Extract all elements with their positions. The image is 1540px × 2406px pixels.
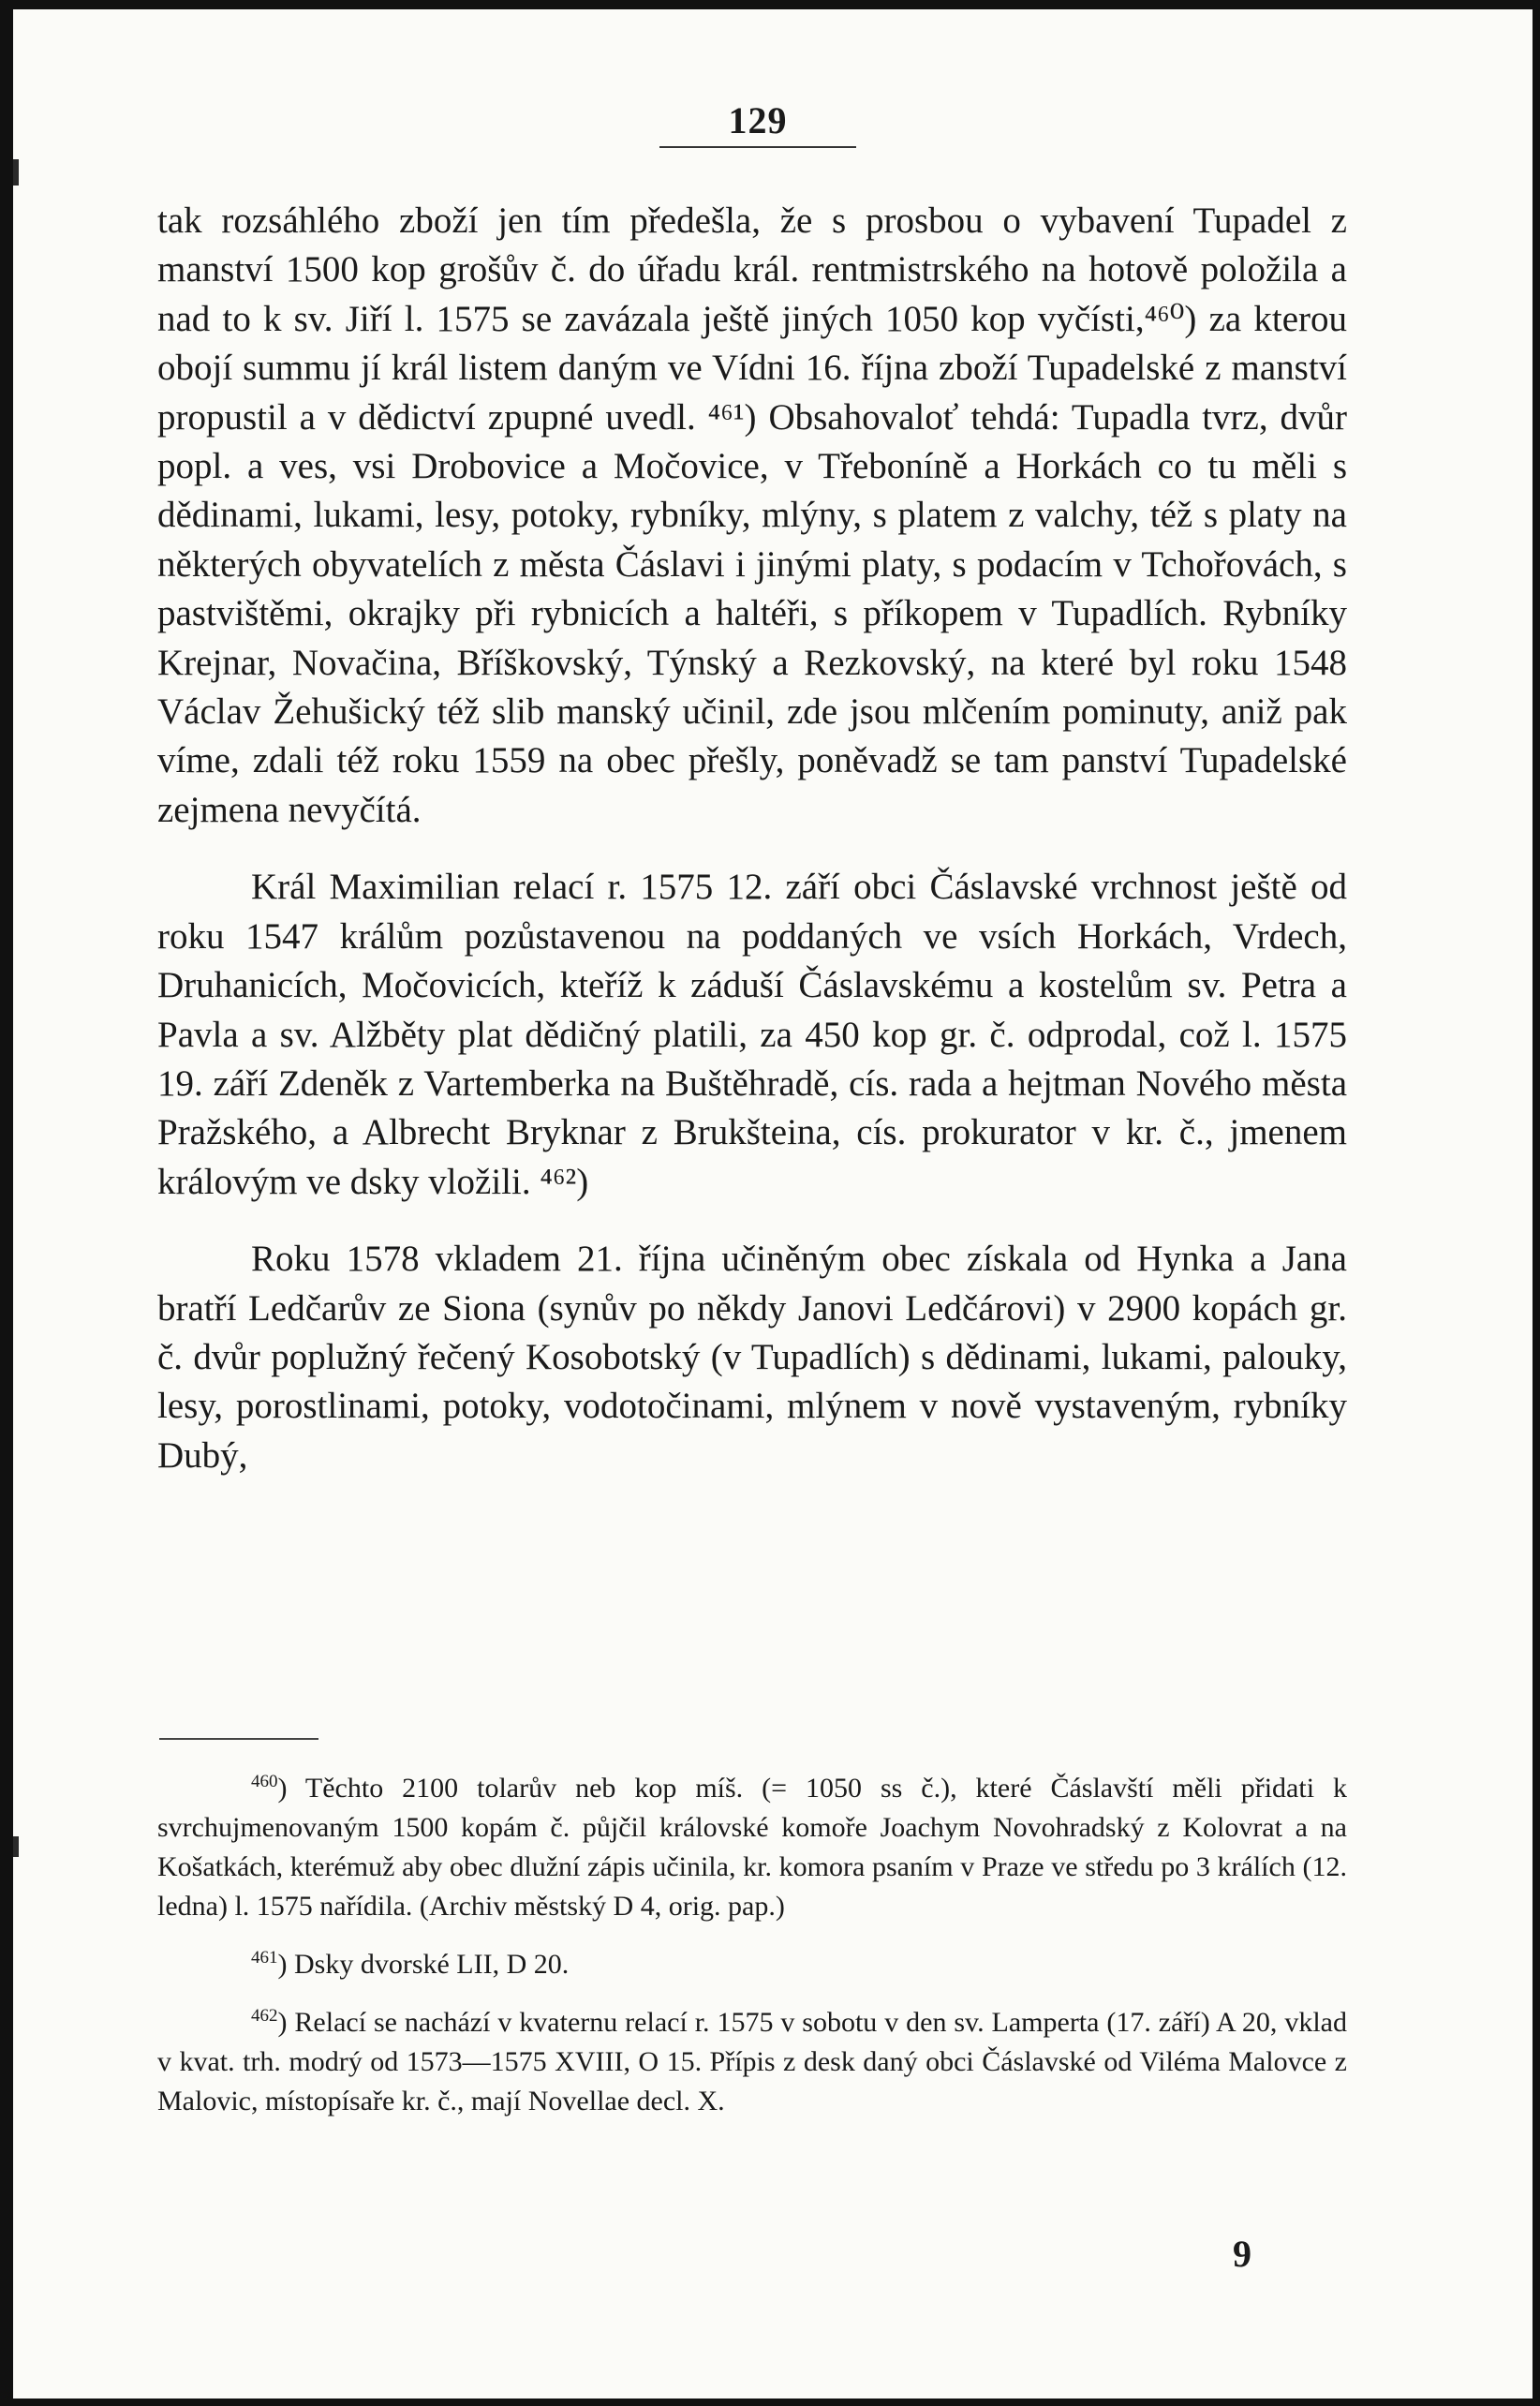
footnote (157, 1769, 1347, 1926)
footnote-marker: 462 (251, 2006, 278, 2026)
body-text (157, 197, 1347, 1508)
footnote-marker: 461 (251, 1948, 278, 1968)
footnote (157, 2003, 1347, 2121)
document-page (13, 9, 1533, 2399)
footnote (157, 1945, 1347, 1984)
page-number: 129 (728, 99, 788, 141)
footnote-text: ) Těchto 2100 tolarův neb kop míš. (= 1050 ss č.), které Čáslavští měli přidati k svrchujmenovaným 1500 kopám č. půjčil královské komoře Joachym Novohradský z Kolovrat a na Košatkách, kterémuž aby obec dlužní zápis učinila, kr. komora psaním v Praze ve středu po 3 králích (12. ledna) l. 1575 nařídila. (Archiv městský D 4, orig. pap.) (157, 1773, 1347, 1922)
footnote-marker: 460 (251, 1772, 278, 1791)
paragraph: tak rozsáhlého zboží jen tím předešla, že s prosbou o vybavení Tupadel z manství 1500 kop grošův č. do úřadu král. rentmistrského na hotově položila a nad to k sv. Jiří l. 1575 se zavázala ještě jiných 1050 kop vyčísti,⁴⁶⁰) za kterou obojí summu jí král listem daným ve Vídni 16. října zboží Tupadelské z manství propustil a v dědictví zpupné uvedl. ⁴⁶¹) Obsahovaloť tehdá: Tupadla tvrz, dvůr popl. a ves, vsi Drobovice a Močovice, v Třeboníně a Horkách co tu měli s dědinami, lukami, lesy, potoky, rybníky, mlýny, s platem z valchy, též s platy na některých obyvatelích z města Čáslavi i jinými platy, s podacím v Tchořovách, s pastvištěmi, okrajky při rybnicích a haltéři, s příkopem v Tupadlích. Rybníky Krejnar, Novačina, Bříškovský, Týnský a Rezkovský, na které byl roku 1548 Václav Žehušický též slib manský učinil, zde jsou mlčením pominuty, aniž pak víme, zdali též roku 1559 na obec přešly, poněvadž se tam panství Tupadelské zejmena nevyčítá. (157, 200, 1347, 830)
binding-mark (13, 1836, 19, 1857)
footnote-text: ) Dsky dvorské LII, D 20. (277, 1949, 570, 1980)
header-rule (659, 146, 856, 148)
footnote-text: ) Relací se nachází v kvaternu relací r. 1575 v sobotu v den sv. Lamperta (17. září) A 20, vklad v kvat. trh. modrý od 1573—1575 XVIII, O 15. Přípis z desk daný obci Čáslavské od Viléma Malovce z Malovic, místopísaře kr. č., mají Novellae decl. X. (157, 2007, 1347, 2116)
footnotes (157, 1769, 1347, 2140)
paragraph: Král Maximilian relací r. 1575 12. září obci Čáslavské vrchnost ještě od roku 1547 králům pozůstavenou na poddaných ve vsích Horkách, Vrdech, Druhanicích, Močovicích, kteříž k záduší Čáslavskému a kostelům sv. Petra a Pavla a sv. Alžběty plat dědičný platili, za 450 kop gr. č. odprodal, což l. 1575 19. září Zdeněk z Vartemberka na Buštěhradě, cís. rada a hejtman Nového města Pražského, a Albrecht Bryknar z Brukšteina, cís. prokurator v kr. č., jmenem královým ve dsky vložili. ⁴⁶²) (157, 867, 1347, 1202)
signature-mark: 9 (1233, 2233, 1251, 2275)
binding-mark (13, 159, 19, 186)
paragraph: Roku 1578 vkladem 21. října učiněným obec získala od Hynka a Jana bratří Ledčarův ze Siona (synův po někdy Janovi Ledčárovi) v 2900 kopách gr. č. dvůr poplužný řečený Kosobotský (v Tupadlích) s dědinami, lukami, palouky, lesy, porostlinami, potoky, vodotočinami, mlýnem v nově vystaveným, rybníky Dubý, (157, 1239, 1347, 1476)
footnote-rule (159, 1738, 318, 1740)
